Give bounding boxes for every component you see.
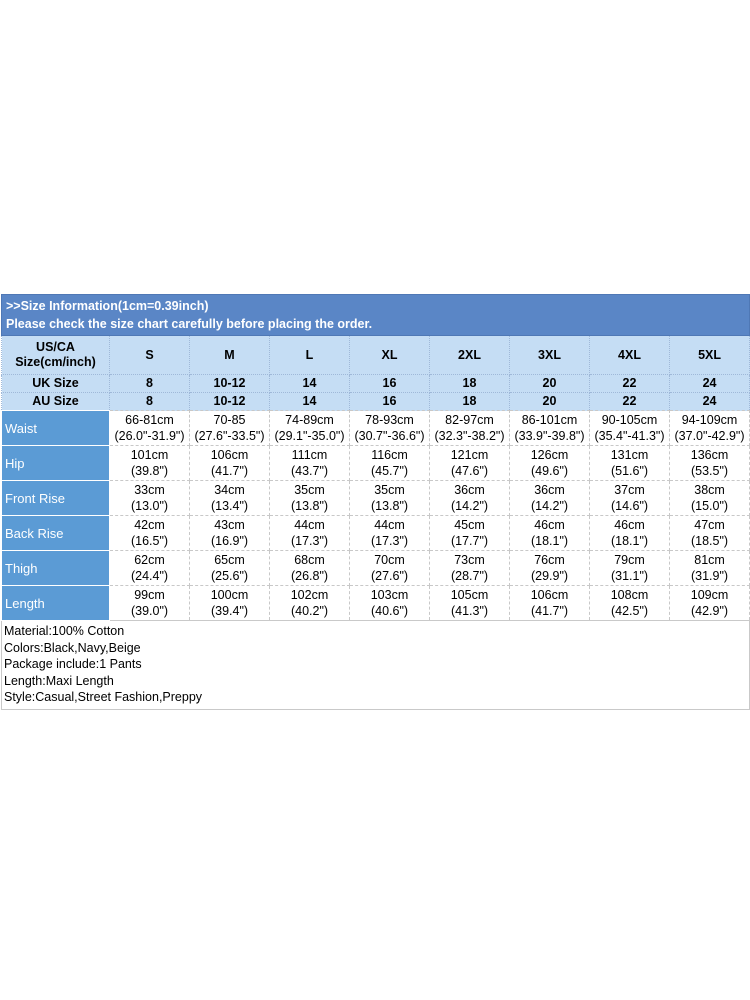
size-value-cell: 20	[510, 393, 590, 411]
measurement-inch: (14.2")	[530, 499, 569, 513]
measurement-inch: (27.6")	[370, 569, 409, 583]
product-detail-line: Length:Maxi Length	[4, 673, 114, 688]
measurement-cm: 109cm	[690, 588, 729, 602]
measurement-cm: 101cm	[130, 448, 169, 462]
measurement-cm: 94-109cm	[681, 413, 738, 427]
measurement-cell	[670, 586, 750, 621]
measurement-cell	[510, 446, 590, 481]
measurement-cm: 121cm	[450, 448, 489, 462]
size-value-cell: 4XL	[590, 336, 670, 375]
measurement-inch: (27.6"-33.5")	[194, 429, 265, 443]
size-row-label-line: UK Size	[32, 376, 79, 390]
measurement-label: Hip	[2, 446, 110, 481]
measurement-inch: (13.8")	[290, 499, 329, 513]
measurement-label: Back Rise	[2, 516, 110, 551]
measurement-cm: 47cm	[694, 518, 725, 532]
measurement-cell	[350, 586, 430, 621]
measurement-cell	[190, 446, 270, 481]
measurement-row	[2, 586, 750, 621]
measurement-label: Length	[2, 586, 110, 621]
measurement-inch: (25.6")	[210, 569, 249, 583]
measurement-cm: 70-85	[213, 413, 246, 427]
product-detail-line: Colors:Black,Navy,Beige	[4, 640, 141, 655]
uk-size-row	[2, 375, 750, 393]
measurement-cm: 65cm	[214, 553, 245, 567]
measurement-inch: (43.7")	[290, 464, 329, 478]
measurement-row	[2, 551, 750, 586]
measurement-cell	[510, 481, 590, 516]
size-value-cell: 24	[670, 375, 750, 393]
measurement-inch: (18.1")	[610, 534, 649, 548]
measurement-cell	[670, 551, 750, 586]
size-row-label-line: US/CA	[36, 340, 75, 354]
measurement-inch: (42.5")	[610, 604, 649, 618]
measurement-cell	[510, 586, 590, 621]
measurement-cm: 99cm	[134, 588, 165, 602]
measurement-cm: 106cm	[530, 588, 569, 602]
measurement-cm: 76cm	[534, 553, 565, 567]
size-info-subtitle: Please check the size chart carefully before placing the order.	[6, 317, 373, 331]
measurement-inch: (47.6")	[450, 464, 489, 478]
measurement-cell	[110, 411, 190, 446]
measurement-cm: 79cm	[614, 553, 645, 567]
measurement-inch: (39.0")	[130, 604, 169, 618]
measurement-cell	[430, 516, 510, 551]
measurement-cell	[110, 446, 190, 481]
measurement-cell	[110, 551, 190, 586]
measurement-inch: (31.1")	[610, 569, 649, 583]
size-info-header	[2, 295, 750, 336]
measurement-cm: 68cm	[294, 553, 325, 567]
measurement-cm: 111cm	[291, 448, 328, 462]
measurement-cm: 102cm	[290, 588, 329, 602]
size-value-cell: 24	[670, 393, 750, 411]
measurement-cell	[590, 551, 670, 586]
size-value-cell: XL	[350, 336, 430, 375]
measurement-cell	[430, 481, 510, 516]
measurement-inch: (13.0")	[130, 499, 169, 513]
measurement-cell	[350, 516, 430, 551]
measurement-cell	[270, 586, 350, 621]
measurement-inch: (41.7")	[530, 604, 569, 618]
size-chart-table	[1, 294, 750, 710]
measurement-inch: (17.3")	[370, 534, 409, 548]
size-value-cell: 14	[270, 393, 350, 411]
measurement-cm: 33cm	[134, 483, 165, 497]
measurement-cell	[270, 446, 350, 481]
size-row-label-line: Size(cm/inch)	[15, 355, 96, 369]
measurement-inch: (30.7"-36.6")	[354, 429, 425, 443]
size-value-cell: 8	[110, 393, 190, 411]
measurement-inch: (26.0"-31.9")	[114, 429, 185, 443]
size-row-label	[2, 393, 110, 411]
size-value-cell: 10-12	[190, 393, 270, 411]
us-ca-size-row	[2, 336, 750, 375]
measurement-inch: (28.7")	[450, 569, 489, 583]
product-detail-line: Package include:1 Pants	[4, 657, 142, 671]
size-value-cell: 14	[270, 375, 350, 393]
measurement-cell	[590, 446, 670, 481]
measurement-cell	[110, 586, 190, 621]
measurement-cell	[430, 411, 510, 446]
measurement-cm: 70cm	[374, 553, 405, 567]
measurement-inch: (40.2")	[290, 604, 329, 618]
size-row-label-line: AU Size	[32, 394, 79, 408]
measurement-cell	[190, 516, 270, 551]
measurement-cell	[670, 516, 750, 551]
measurement-cm: 46cm	[534, 518, 565, 532]
measurement-cell	[110, 516, 190, 551]
au-size-row	[2, 393, 750, 411]
measurement-cm: 36cm	[454, 483, 485, 497]
measurement-cell	[270, 481, 350, 516]
product-detail-line: Material:100% Cotton	[4, 624, 125, 638]
measurement-inch: (33.9"-39.8")	[514, 429, 585, 443]
measurement-cell	[270, 516, 350, 551]
measurement-inch: (26.8")	[290, 569, 329, 583]
measurement-cell	[510, 516, 590, 551]
size-value-cell: M	[190, 336, 270, 375]
size-value-cell: 18	[430, 393, 510, 411]
measurement-cm: 43cm	[214, 518, 245, 532]
measurement-cm: 66-81cm	[125, 413, 174, 427]
size-value-cell: 16	[350, 393, 430, 411]
measurement-cm: 45cm	[454, 518, 485, 532]
measurement-inch: (35.4"-41.3")	[594, 429, 665, 443]
measurement-cell	[430, 446, 510, 481]
measurement-cell	[270, 411, 350, 446]
measurement-inch: (51.6")	[610, 464, 649, 478]
measurement-cm: 38cm	[694, 483, 725, 497]
measurement-inch: (14.6")	[610, 499, 649, 513]
measurement-cm: 44cm	[374, 518, 405, 532]
measurement-cm: 90-105cm	[601, 413, 658, 427]
measurement-cm: 35cm	[294, 483, 325, 497]
measurement-inch: (13.8")	[370, 499, 409, 513]
measurement-cm: 34cm	[214, 483, 245, 497]
measurement-inch: (29.9")	[530, 569, 569, 583]
measurement-inch: (17.3")	[290, 534, 329, 548]
measurement-cm: 106cm	[210, 448, 249, 462]
product-details-row	[2, 621, 750, 710]
measurement-cm: 82-97cm	[445, 413, 494, 427]
measurement-cm: 36cm	[534, 483, 565, 497]
measurement-cm: 136cm	[690, 448, 729, 462]
measurement-inch: (18.1")	[530, 534, 569, 548]
measurement-cm: 86-101cm	[521, 413, 578, 427]
measurement-inch: (24.4")	[130, 569, 169, 583]
measurement-cell	[190, 551, 270, 586]
measurement-cell	[670, 481, 750, 516]
measurement-cell	[270, 551, 350, 586]
size-info-title: >>Size Information(1cm=0.39inch)	[6, 299, 209, 313]
measurement-inch: (41.3")	[450, 604, 489, 618]
measurement-cm: 73cm	[454, 553, 485, 567]
measurement-cell	[350, 481, 430, 516]
measurement-inch: (42.9")	[690, 604, 729, 618]
measurement-cm: 103cm	[370, 588, 409, 602]
measurement-cm: 35cm	[374, 483, 405, 497]
measurement-cm: 42cm	[134, 518, 165, 532]
size-value-cell: 20	[510, 375, 590, 393]
measurement-inch: (13.4")	[210, 499, 249, 513]
measurement-inch: (18.5")	[690, 534, 729, 548]
size-value-cell: 8	[110, 375, 190, 393]
measurement-cell	[670, 446, 750, 481]
size-value-cell: S	[110, 336, 190, 375]
measurement-cell	[510, 411, 590, 446]
measurement-inch: (16.9")	[210, 534, 249, 548]
measurement-inch: (31.9")	[690, 569, 729, 583]
measurement-cell	[590, 411, 670, 446]
measurement-cm: 37cm	[614, 483, 645, 497]
measurement-inch: (41.7")	[210, 464, 249, 478]
measurement-cell	[110, 481, 190, 516]
measurement-cell	[350, 551, 430, 586]
measurement-inch: (29.1"-35.0")	[274, 429, 345, 443]
size-value-cell: L	[270, 336, 350, 375]
measurement-cm: 108cm	[610, 588, 649, 602]
measurement-inch: (49.6")	[530, 464, 569, 478]
measurement-cell	[190, 411, 270, 446]
measurement-inch: (17.7")	[450, 534, 489, 548]
measurement-cell	[590, 586, 670, 621]
measurement-cm: 100cm	[210, 588, 249, 602]
measurement-row	[2, 446, 750, 481]
measurement-cm: 46cm	[614, 518, 645, 532]
size-row-label	[2, 336, 110, 375]
size-value-cell: 10-12	[190, 375, 270, 393]
measurement-cell	[590, 481, 670, 516]
measurement-cell	[430, 551, 510, 586]
measurement-row	[2, 516, 750, 551]
measurement-inch: (32.3"-38.2")	[434, 429, 505, 443]
measurement-cell	[670, 411, 750, 446]
size-value-cell: 5XL	[670, 336, 750, 375]
measurement-cm: 81cm	[694, 553, 725, 567]
measurement-cell	[590, 516, 670, 551]
product-detail-line: Style:Casual,Street Fashion,Preppy	[4, 690, 203, 704]
measurement-cell	[190, 586, 270, 621]
measurement-cm: 131cm	[610, 448, 649, 462]
size-value-cell: 18	[430, 375, 510, 393]
measurement-cm: 126cm	[530, 448, 569, 462]
measurement-inch: (37.0"-42.9")	[674, 429, 745, 443]
measurement-label: Thigh	[2, 551, 110, 586]
measurement-cm: 105cm	[450, 588, 489, 602]
measurement-cell	[510, 551, 590, 586]
product-details	[2, 621, 750, 710]
measurement-cm: 116cm	[371, 448, 408, 462]
measurement-label: Waist	[2, 411, 110, 446]
measurement-cm: 74-89cm	[285, 413, 334, 427]
size-value-cell: 22	[590, 375, 670, 393]
measurement-inch: (15.0")	[690, 499, 729, 513]
measurement-inch: (14.2")	[450, 499, 489, 513]
size-row-label	[2, 375, 110, 393]
measurement-cm: 78-93cm	[365, 413, 414, 427]
measurement-inch: (53.5")	[690, 464, 729, 478]
measurement-inch: (16.5")	[130, 534, 169, 548]
measurement-inch: (39.4")	[210, 604, 249, 618]
measurement-cell	[350, 411, 430, 446]
size-value-cell: 3XL	[510, 336, 590, 375]
measurement-inch: (39.8")	[130, 464, 169, 478]
measurement-label: Front Rise	[2, 481, 110, 516]
measurement-cell	[430, 586, 510, 621]
measurement-cell	[350, 446, 430, 481]
size-value-cell: 16	[350, 375, 430, 393]
measurement-cell	[190, 481, 270, 516]
size-value-cell: 2XL	[430, 336, 510, 375]
measurement-cm: 62cm	[134, 553, 165, 567]
measurement-inch: (45.7")	[370, 464, 409, 478]
measurement-cm: 44cm	[294, 518, 325, 532]
measurement-row	[2, 411, 750, 446]
measurement-row	[2, 481, 750, 516]
measurement-inch: (40.6")	[370, 604, 409, 618]
size-value-cell: 22	[590, 393, 670, 411]
